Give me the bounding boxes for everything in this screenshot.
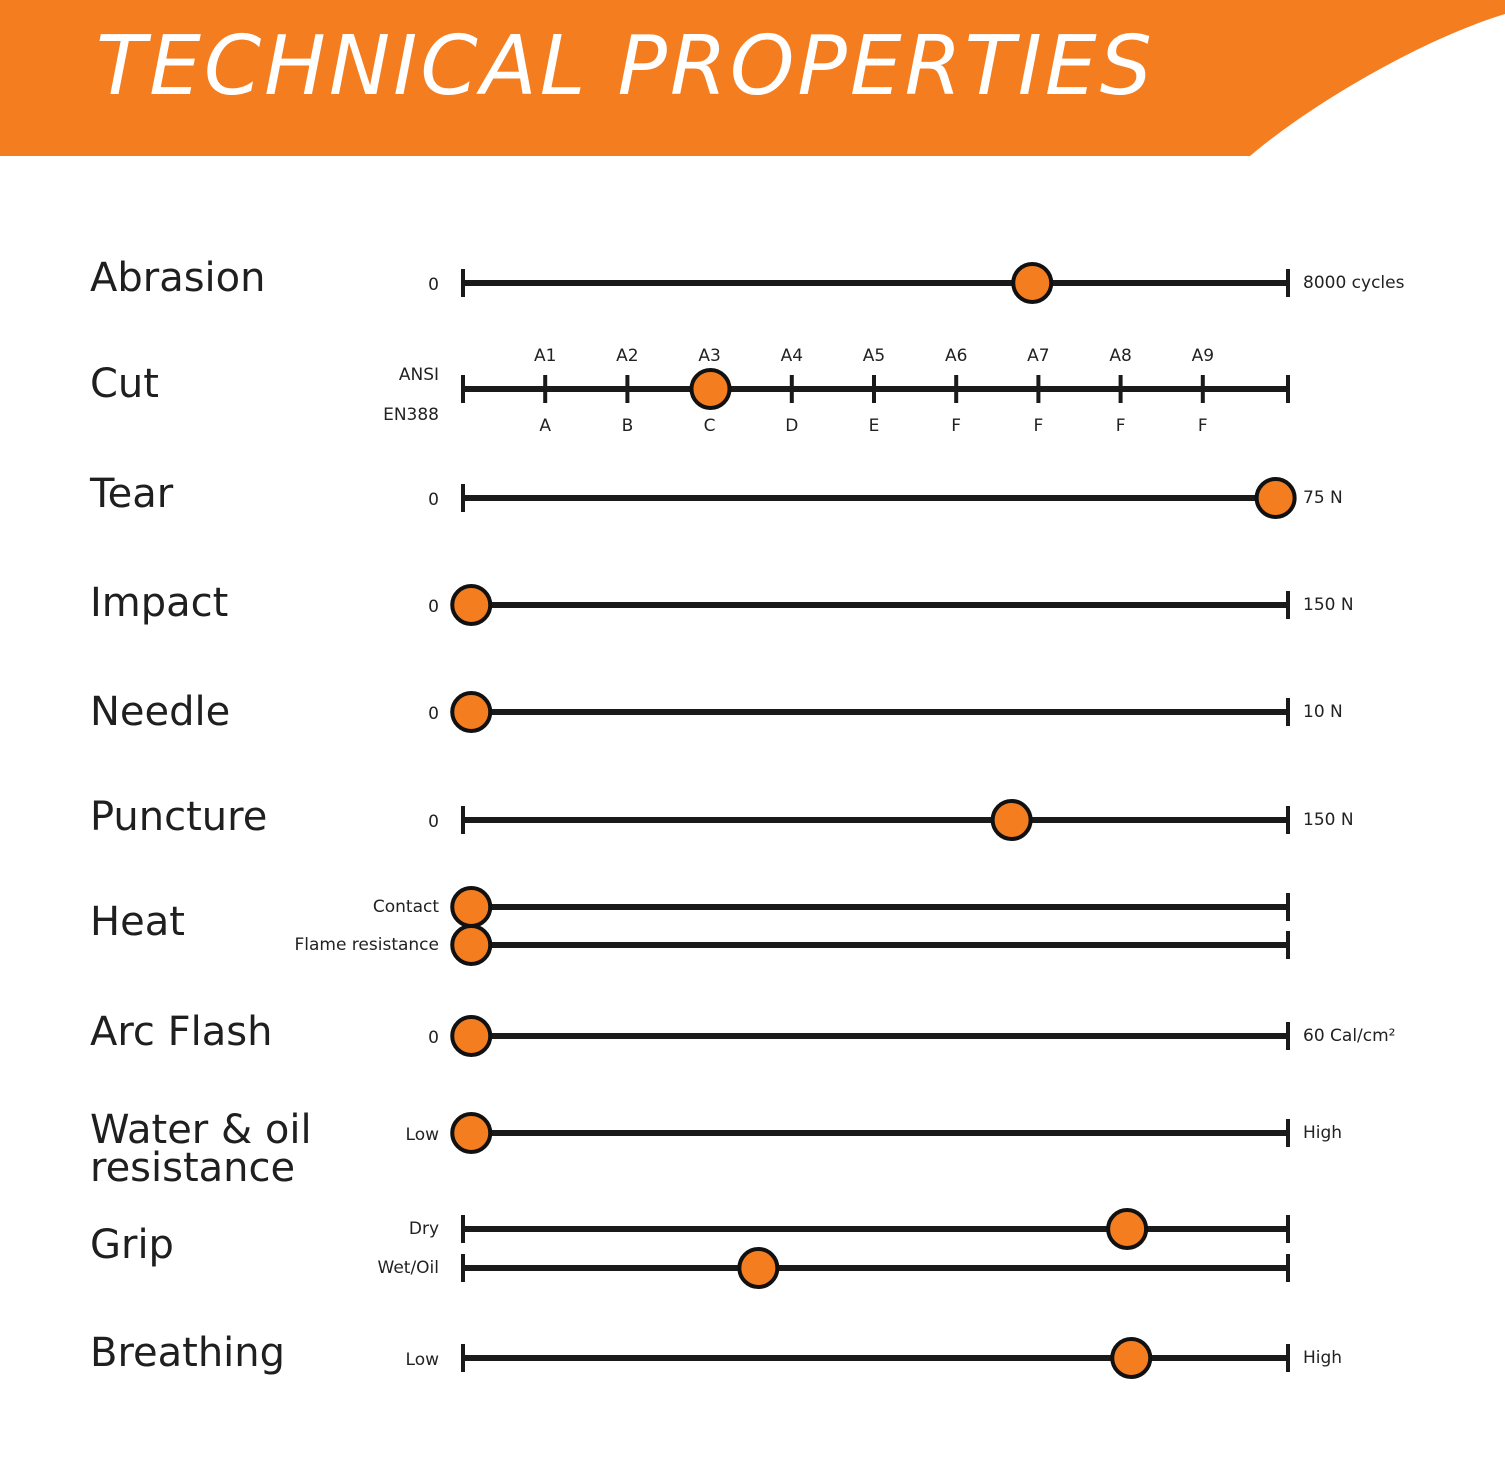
puncture-label: Puncture [90, 794, 268, 840]
cut-tick-label-bottom: D [785, 416, 799, 436]
water-oil-resistance-marker [452, 1114, 490, 1152]
cut-tick-label-bottom: F [1197, 416, 1208, 436]
needle-label: Needle [90, 689, 231, 735]
arc-flash-min-label: 0 [428, 1028, 439, 1048]
cut-tick-label-bottom: A [539, 416, 552, 436]
water-oil-resistance-max-label: High [1303, 1123, 1343, 1143]
arc-flash-label: Arc Flash [90, 1009, 273, 1055]
cut-tick-label-top: A1 [533, 346, 557, 366]
water-oil-resistance-label: Water & oil [90, 1107, 312, 1153]
grip-dry-marker [1108, 1210, 1146, 1248]
heat-contact-marker [452, 888, 490, 926]
breathing-max-label: High [1303, 1348, 1343, 1368]
puncture-max-label: 150 N [1303, 810, 1354, 830]
cut-ansi-label: ANSI [398, 365, 439, 385]
needle-min-label: 0 [428, 704, 439, 724]
abrasion-marker [1013, 264, 1051, 302]
arc-flash-marker [452, 1017, 490, 1055]
breathing-min-label: Low [405, 1350, 439, 1370]
cut-tick-label-bottom: F [1115, 416, 1126, 436]
cut-tick-label-top: A8 [1109, 346, 1132, 366]
page-title: TECHNICAL PROPERTIES [96, 19, 1155, 114]
cut-tick-label-bottom: C [703, 416, 716, 436]
puncture-marker [993, 801, 1031, 839]
tear-marker [1257, 479, 1295, 517]
needle-marker [452, 693, 490, 731]
cut-tick-label-top: A7 [1027, 346, 1050, 366]
abrasion-min-label: 0 [428, 275, 439, 295]
heat-contact-scale-label: Contact [372, 897, 439, 917]
grip-wet-oil-scale-label: Wet/Oil [377, 1258, 439, 1278]
impact-max-label: 150 N [1303, 595, 1354, 615]
water-oil-resistance-label-line2: resistance [90, 1145, 296, 1191]
impact-label: Impact [90, 580, 229, 626]
tear-max-label: 75 N [1303, 488, 1343, 508]
tear-min-label: 0 [428, 490, 439, 510]
water-oil-resistance-min-label: Low [405, 1125, 439, 1145]
cut-tick-label-bottom: B [621, 416, 634, 436]
grip-dry-scale-label: Dry [408, 1219, 439, 1239]
tear-label: Tear [90, 471, 174, 517]
abrasion-max-label: 8000 cycles [1303, 273, 1405, 293]
grip-label: Grip [90, 1222, 174, 1268]
cut-tick-label-bottom: E [868, 416, 880, 436]
cut-tick-label-top: A9 [1191, 346, 1215, 366]
cut-tick-label-top: A4 [780, 346, 804, 366]
cut-tick-label-bottom: F [951, 416, 962, 436]
breathing-marker [1112, 1339, 1150, 1377]
grip-wet-oil-marker [739, 1249, 777, 1287]
heat-flame-resistance-scale-label: Flame resistance [294, 935, 439, 955]
cut-tick-label-bottom: F [1033, 416, 1044, 436]
breathing-label: Breathing [90, 1330, 286, 1376]
heat-label: Heat [90, 899, 185, 945]
cut-en388-label: EN388 [383, 405, 439, 425]
impact-marker [452, 586, 490, 624]
puncture-min-label: 0 [428, 812, 439, 832]
abrasion-label: Abrasion [90, 255, 266, 301]
cut-tick-label-top: A2 [616, 346, 639, 366]
cut-marker [692, 370, 730, 408]
cut-tick-label-top: A6 [944, 346, 968, 366]
cut-tick-label-top: A3 [698, 346, 721, 366]
cut-tick-label-top: A5 [862, 346, 886, 366]
impact-min-label: 0 [428, 597, 439, 617]
arc-flash-max-label: 60 Cal/cm² [1303, 1026, 1396, 1046]
cut-label: Cut [90, 361, 159, 407]
heat-flame-resistance-marker [452, 926, 490, 964]
needle-max-label: 10 N [1303, 702, 1343, 722]
